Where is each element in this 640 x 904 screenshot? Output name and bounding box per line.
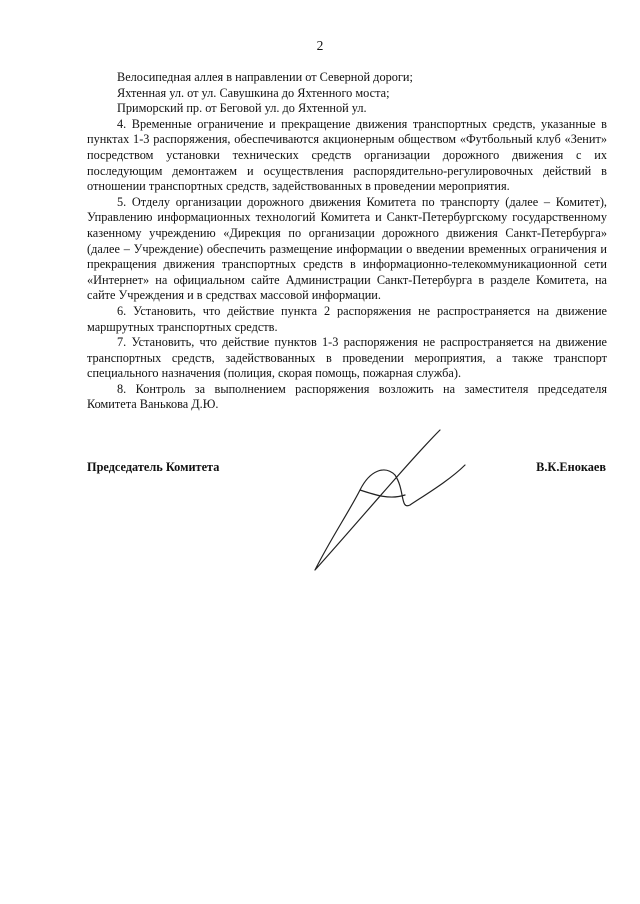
signatory-title: Председатель Комитета bbox=[87, 460, 220, 474]
handwritten-signature bbox=[300, 420, 470, 580]
paragraph-4: 4. Временные ограничение и прекращение движения транспортных средств, указанные в пунктах 1-3 распоряжения, обеспечиваются акционерным обществом «Футбольный клуб «Зенит» посредством установки технических средств организации дорожного движения с их последующим демонтажем и осуществления распорядительно-регулировочных действий в отношении транспортных средств, задействованных в проведении мероприятия. bbox=[87, 116, 607, 194]
document-body bbox=[87, 70, 607, 413]
paragraph-7: 7. Установить, что действие пунктов 1-3 распоряжения не распространяется на движение транспортных средств, задействованных в проведении мероприятия, а также транспорт специального назначения (полиция, скорая помощь, пожарная служба). bbox=[87, 335, 607, 381]
signatory-name: В.К.Енокаев bbox=[536, 460, 606, 474]
road-list-item: Приморский пр. от Беговой ул. до Яхтенной ул. bbox=[117, 101, 367, 116]
paragraph-5: 5. Отделу организации дорожного движения Комитета по транспорту (далее – Комитет), Управлению информационных технологий Комитета и Санкт-Петербургскому государственному казенному учреждению «Дирекция по организации дорожного движения Санкт-Петербурга» (далее – Учреждение) обеспечить размещение информации о введении временных ограничения и прекращения движения транспортных средств в информационно-телекоммуникационной сети «Интернет» на официальном сайте Администрации Санкт-Петербурга в разделе Комитета, на сайте Учреждения и в средствах массовой информации. bbox=[87, 194, 607, 303]
paragraph-8: 8. Контроль за выполнением распоряжения возложить на заместителя председателя Комитета Ванькова Д.Ю. bbox=[87, 381, 607, 412]
page-number: 2 bbox=[316, 38, 324, 53]
paragraph-6: 6. Установить, что действие пункта 2 распоряжения не распространяется на движение маршрутных транспортных средств. bbox=[87, 303, 607, 334]
road-list-item: Яхтенная ул. от ул. Савушкина до Яхтенного моста; bbox=[117, 85, 390, 100]
road-list-item: Велосипедная аллея в направлении от Северной дороги; bbox=[117, 70, 413, 84]
